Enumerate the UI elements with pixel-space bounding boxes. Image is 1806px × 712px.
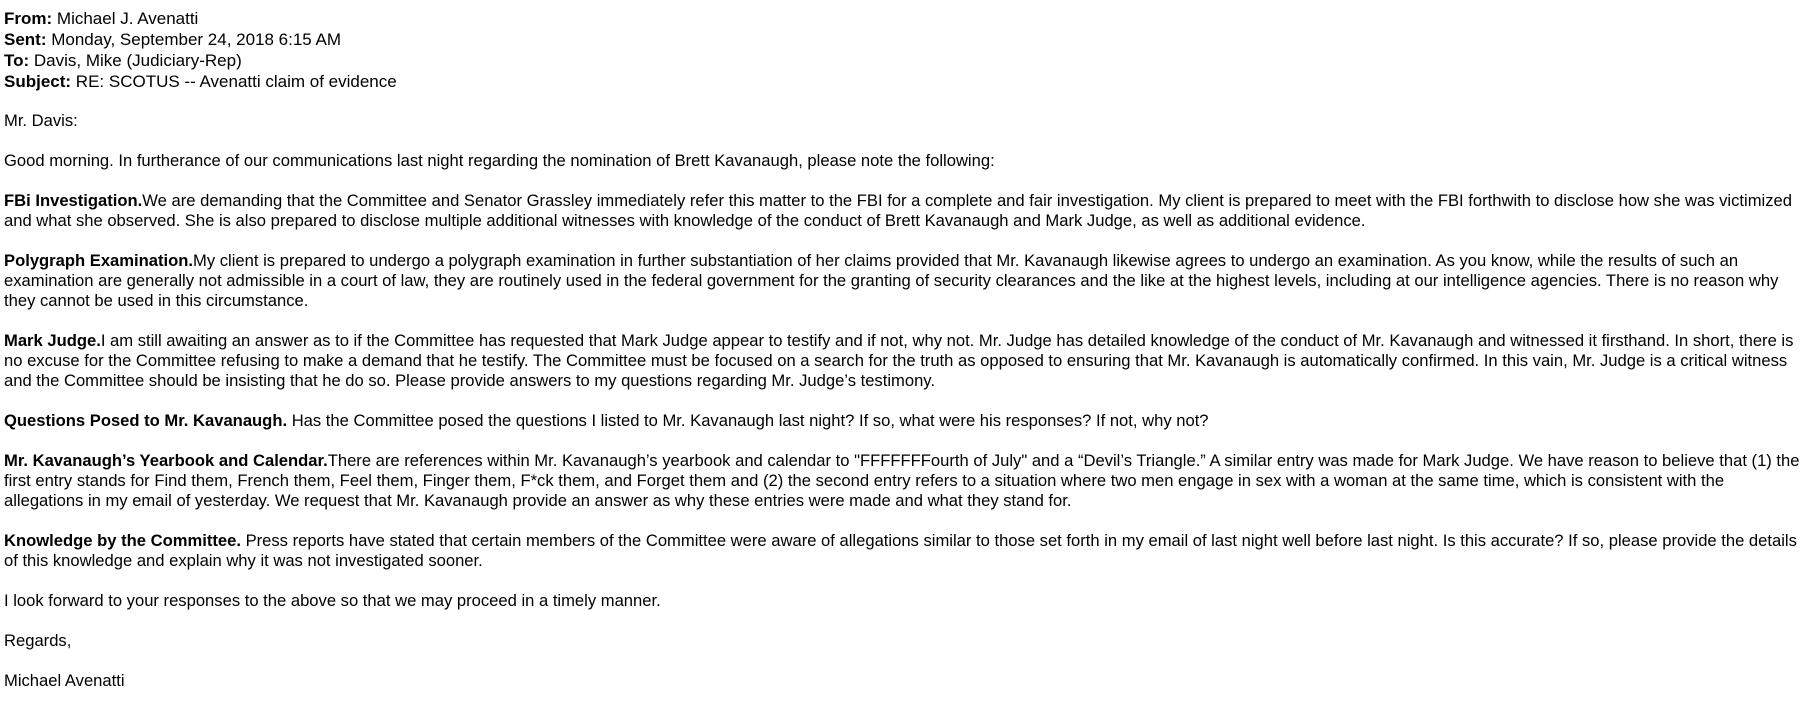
sign-off: Regards, <box>4 631 72 650</box>
to-label: To: <box>4 51 30 70</box>
email-document <box>4 8 1802 711</box>
subject-value: RE: SCOTUS -- Avenatti claim of evidence <box>75 72 397 91</box>
section-heading: Mr. Kavanaugh’s Yearbook and Calendar. <box>4 451 328 470</box>
salutation: Mr. Davis: <box>4 111 78 130</box>
sent-line <box>4 29 1802 50</box>
signature: Michael Avenatti <box>4 671 125 690</box>
sent-label: Sent: <box>4 30 47 49</box>
section-text: My client is prepared to undergo a polygraph examination in further substantiation of her claims provided that Mr. Kavanaugh likewise agrees to undergo an examination. As you know, while the results of such an examination are generally not admissible in a court of law, they are routinely used in the federal government for the granting of security clearances and the like at the highest levels, including at our intelligence agencies. There is no reason why they cannot be used in this circumstance. <box>4 251 1779 310</box>
section-text: There are references within Mr. Kavanaugh’s yearbook and calendar to "FFFFFFFourth of July" and a “Devil’s Triangle.” A similar entry was made for Mark Judge. We have reason to believe that (1) the first entry stands for Find them, French them, Feel them, Finger them, F*ck them, and Forget them and (2) the second entry refers to a situation where two men engage in sex with a woman at the same time, which is consistent with the allegations in my email of yesterday. We request that Mr. Kavanaugh provide an answer as why these entries were made and what they stand for. <box>4 451 1800 510</box>
email-header <box>4 8 1802 92</box>
section-fbi-investigation <box>4 191 1802 231</box>
to-value: Davis, Mike (Judiciary-Rep) <box>33 51 242 70</box>
email-body <box>4 111 1802 691</box>
from-line <box>4 8 1802 29</box>
sent-value: Monday, September 24, 2018 6:15 AM <box>51 30 342 49</box>
from-label: From: <box>4 9 53 28</box>
to-line <box>4 50 1802 71</box>
header-spacer <box>4 92 1802 111</box>
subject-line <box>4 71 1802 92</box>
subject-label: Subject: <box>4 72 72 91</box>
section-yearbook-calendar <box>4 451 1802 511</box>
section-text: I am still awaiting an answer as to if the Committee has requested that Mark Judge appear to testify and if not, why not. Mr. Judge has detailed knowledge of the conduct of Mr. Kavanaugh and witnessed it firsthand. In short, there is no excuse for the Committee refusing to make a demand that he testify. The Committee must be focused on a search for the truth as opposed to ensuring that Mr. Kavanaugh is automatically confirmed. In this vain, Mr. Judge is a critical witness and the Committee should be insisting that he do so. Please provide answers to my questions regarding Mr. Judge’s testimony. <box>4 331 1794 390</box>
section-text: Has the Committee posed the questions I listed to Mr. Kavanaugh last night? If so, what were his responses? If not, why not? <box>287 411 1209 430</box>
section-questions-posed <box>4 411 1802 431</box>
section-text: Press reports have stated that certain members of the Committee were aware of allegations similar to those set forth in my email of last night well before last night. Is this accurate? If so, please provide the details of this knowledge and explain why it was not investigated sooner. <box>4 531 1797 570</box>
section-heading: Knowledge by the Committee. <box>4 531 241 550</box>
section-heading: Mark Judge. <box>4 331 101 350</box>
section-polygraph-examination <box>4 251 1802 311</box>
section-heading: Polygraph Examination. <box>4 251 194 270</box>
intro-paragraph: Good morning. In furtherance of our communications last night regarding the nomination of Brett Kavanaugh, please note the following: <box>4 151 995 170</box>
from-value: Michael J. Avenatti <box>56 9 199 28</box>
section-heading: FBi Investigation. <box>4 191 143 210</box>
section-knowledge-committee <box>4 531 1802 571</box>
section-heading: Questions Posed to Mr. Kavanaugh. <box>4 411 288 430</box>
section-mark-judge <box>4 331 1802 391</box>
section-text: We are demanding that the Committee and Senator Grassley immediately refer this matter to the FBI for a complete and fair investigation. My client is prepared to meet with the FBI forthwith to disclose how she was victimized and what she observed. She is also prepared to disclose multiple additional witnesses with knowledge of the conduct of Brett Kavanaugh and Mark Judge, as well as additional evidence. <box>4 191 1792 230</box>
closing-line: I look forward to your responses to the above so that we may proceed in a timely manner. <box>4 591 661 610</box>
